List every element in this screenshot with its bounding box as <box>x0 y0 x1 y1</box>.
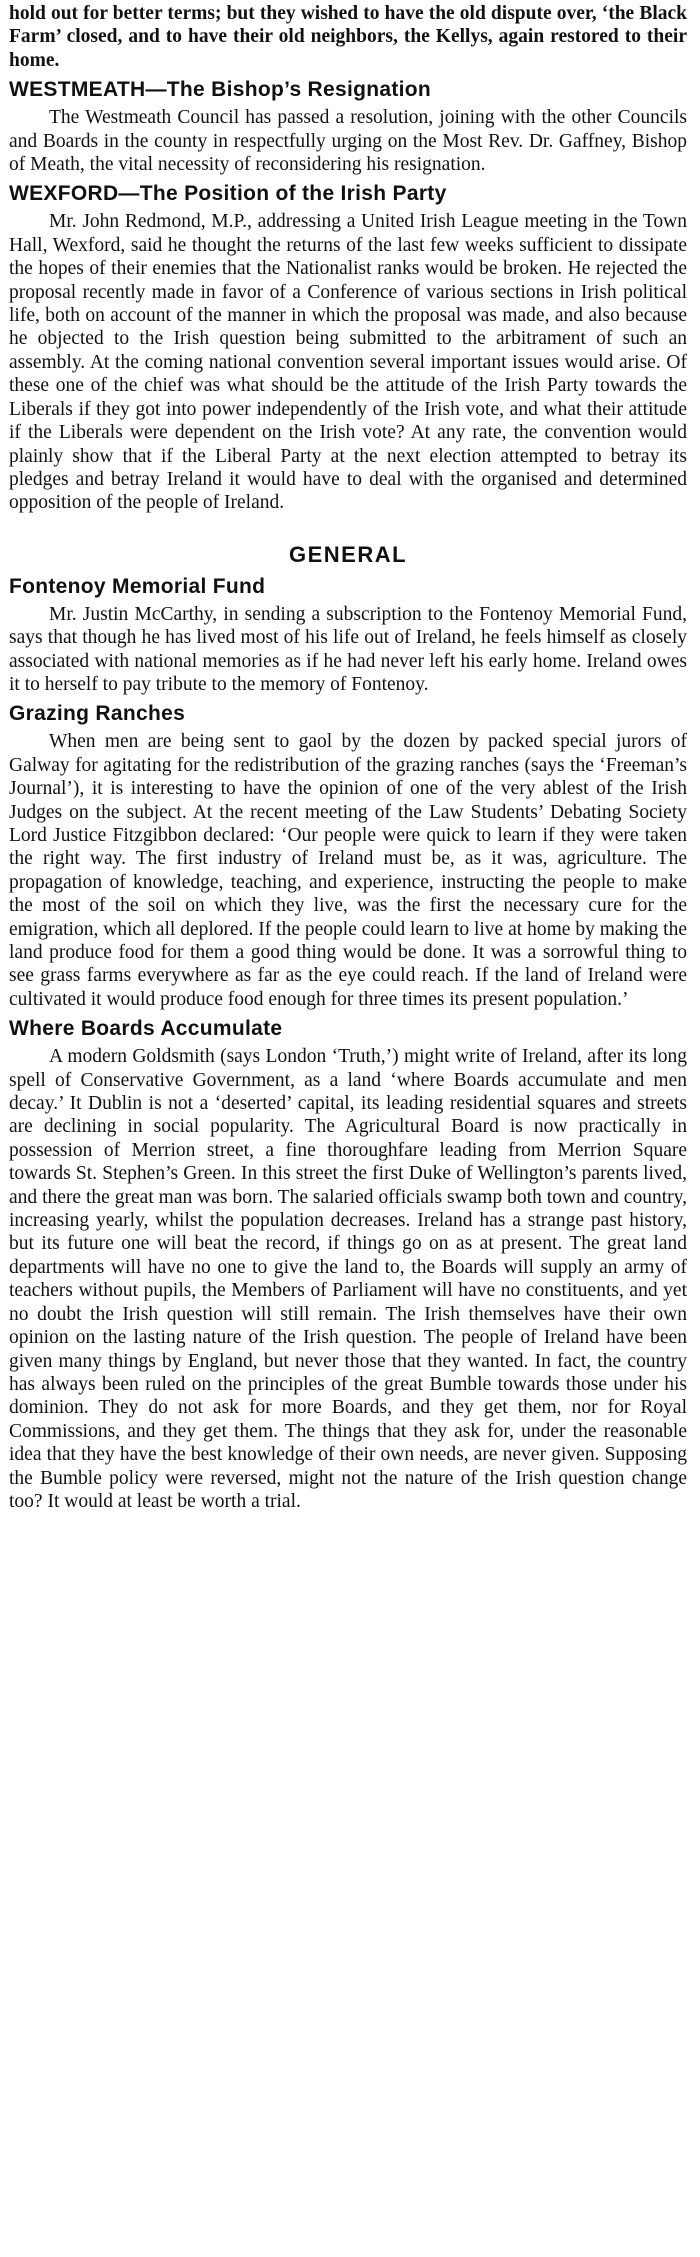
fontenoy-article <box>9 574 687 697</box>
article-heading: Fontenoy Memorial Fund <box>9 574 266 598</box>
article-body: When men are being sent to gaol by the dozen by packed special jurors of Galway for agitating for the redistribution of the grazing ranches (says the ‘Freeman’s Journal’), it is interesting to have the opinion of one of the very ablest of the Irish Judges on the subject. At the recent meeting of the Law Students’ Debating Society Lord Justice Fitzgibbon declared: ‘Our people were quick to learn if they were taken the right way. The first industry of Ireland must be, as it was, agriculture. The propagation of knowledge, teaching, and experience, instructing the people to make the most of the soil on which they live, was the first the necessary cure for the emigration, which all deplored. If the people could learn to live at home by making the land produce food for them a good thing would be done. It was a sorrowful thing to see grass farms everywhere as far as the eye could reach. If the land of Ireland were cultivated it would produce food enough for three times its present population.’ <box>9 731 687 1010</box>
article-body: A modern Goldsmith (says London ‘Truth,’) might write of Ireland, after its long spell of Conservative Government, as a land ‘where Boards accumulate and men decay.’ It Dublin is not a ‘deserted’ capital, its leading residential squares and streets are declining in social popularity. The Agricultural Board is now practically in possession of Merrion street, a fine thoroughfare leading from Merrion Square towards St. Stephen’s Green. In this street the first Duke of Wellington’s parents lived, and there the great man was born. The salaried officials swamp both town and country, increasing yearly, whilst the population decreases. Ireland has a strange past history, but its future one will beat the record, if things go on as at present. The great land departments will have no one to give the land to, the Boards will supply an army of teachers without pupils, the Members of Parliament will have no constituents, and yet no doubt the Irish question will still remain. The Irish themselves have their own opinion on the lasting nature of the Irish question. The people of Ireland have been given many things by England, but never those that they wanted. In fact, the country has always been ruled on the principles of the great Bumble towards those under his dominion. They do not ask for more Boards, and they get them, nor for Royal Commissions, and they get them. The things that they ask for, under the reasonable idea that they have the best knowledge of their own needs, are never given. Supposing the Bumble policy were reversed, might not the nature of the Irish question change too? It would at least be worth a trial. <box>9 1046 687 1512</box>
continued-paragraph: hold out for better terms; but they wished to have the old dispute over, ‘the Black Farm’ closed, and to have their old neighbors, the Kellys, again restored to their home. <box>9 3 687 71</box>
grazing-article <box>9 701 687 1011</box>
article-heading: Where Boards Accumulate <box>9 1017 283 1041</box>
section-body: The Westmeath Council has passed a resolution, joining with the other Councils and Boards in the county in respectfully urging on the Most Rev. Dr. Gaffney, Bishop of Meath, the vital necessity of reconsidering his resignation. <box>9 107 687 176</box>
wexford-section <box>9 181 687 514</box>
westmeath-section <box>9 77 687 176</box>
article-heading: Grazing Ranches <box>9 702 186 726</box>
article-body: Mr. Justin McCarthy, in sending a subscription to the Fontenoy Memorial Fund, says that though he has lived most of his life out of Ireland, he feels himself as closely associated with national memories as if he had never left his early home. Ireland owes it to herself to pay tribute to the memory of Fontenoy. <box>9 603 687 695</box>
boards-article <box>9 1016 687 1513</box>
section-heading: WESTMEATH—The Bishop’s Resignation <box>9 78 432 102</box>
section-heading: WEXFORD—The Position of the Irish Party <box>9 182 447 206</box>
section-body: Mr. John Redmond, M.P., addressing a United Irish League meeting in the Town Hall, Wexford, said he thought the returns of the last few weeks sufficient to dissipate the hopes of their enemies that the Nationalist ranks would be broken. He rejected the proposal recently made in favor of a Conference of various sections in Irish political life, both on account of the manner in which the proposal was made, and also because he objected to the Irish question being submitted to the arbitrament of such an assembly. At the coming national convention several important issues would arise. Of these one of the chief was what should be the attitude of the Irish Party towards the Liberals if they got into power independently of the Irish vote, and what their attitude if the Liberals were dependent on the Irish vote? At any rate, the convention would plainly show that if the Liberal Party at the next election attempted to betray its pledges and betray Ireland it would have to deal with the organised and determined opposition of the people of Ireland. <box>9 211 687 514</box>
newspaper-column <box>9 2 687 1513</box>
general-heading: GENERAL <box>288 541 408 567</box>
